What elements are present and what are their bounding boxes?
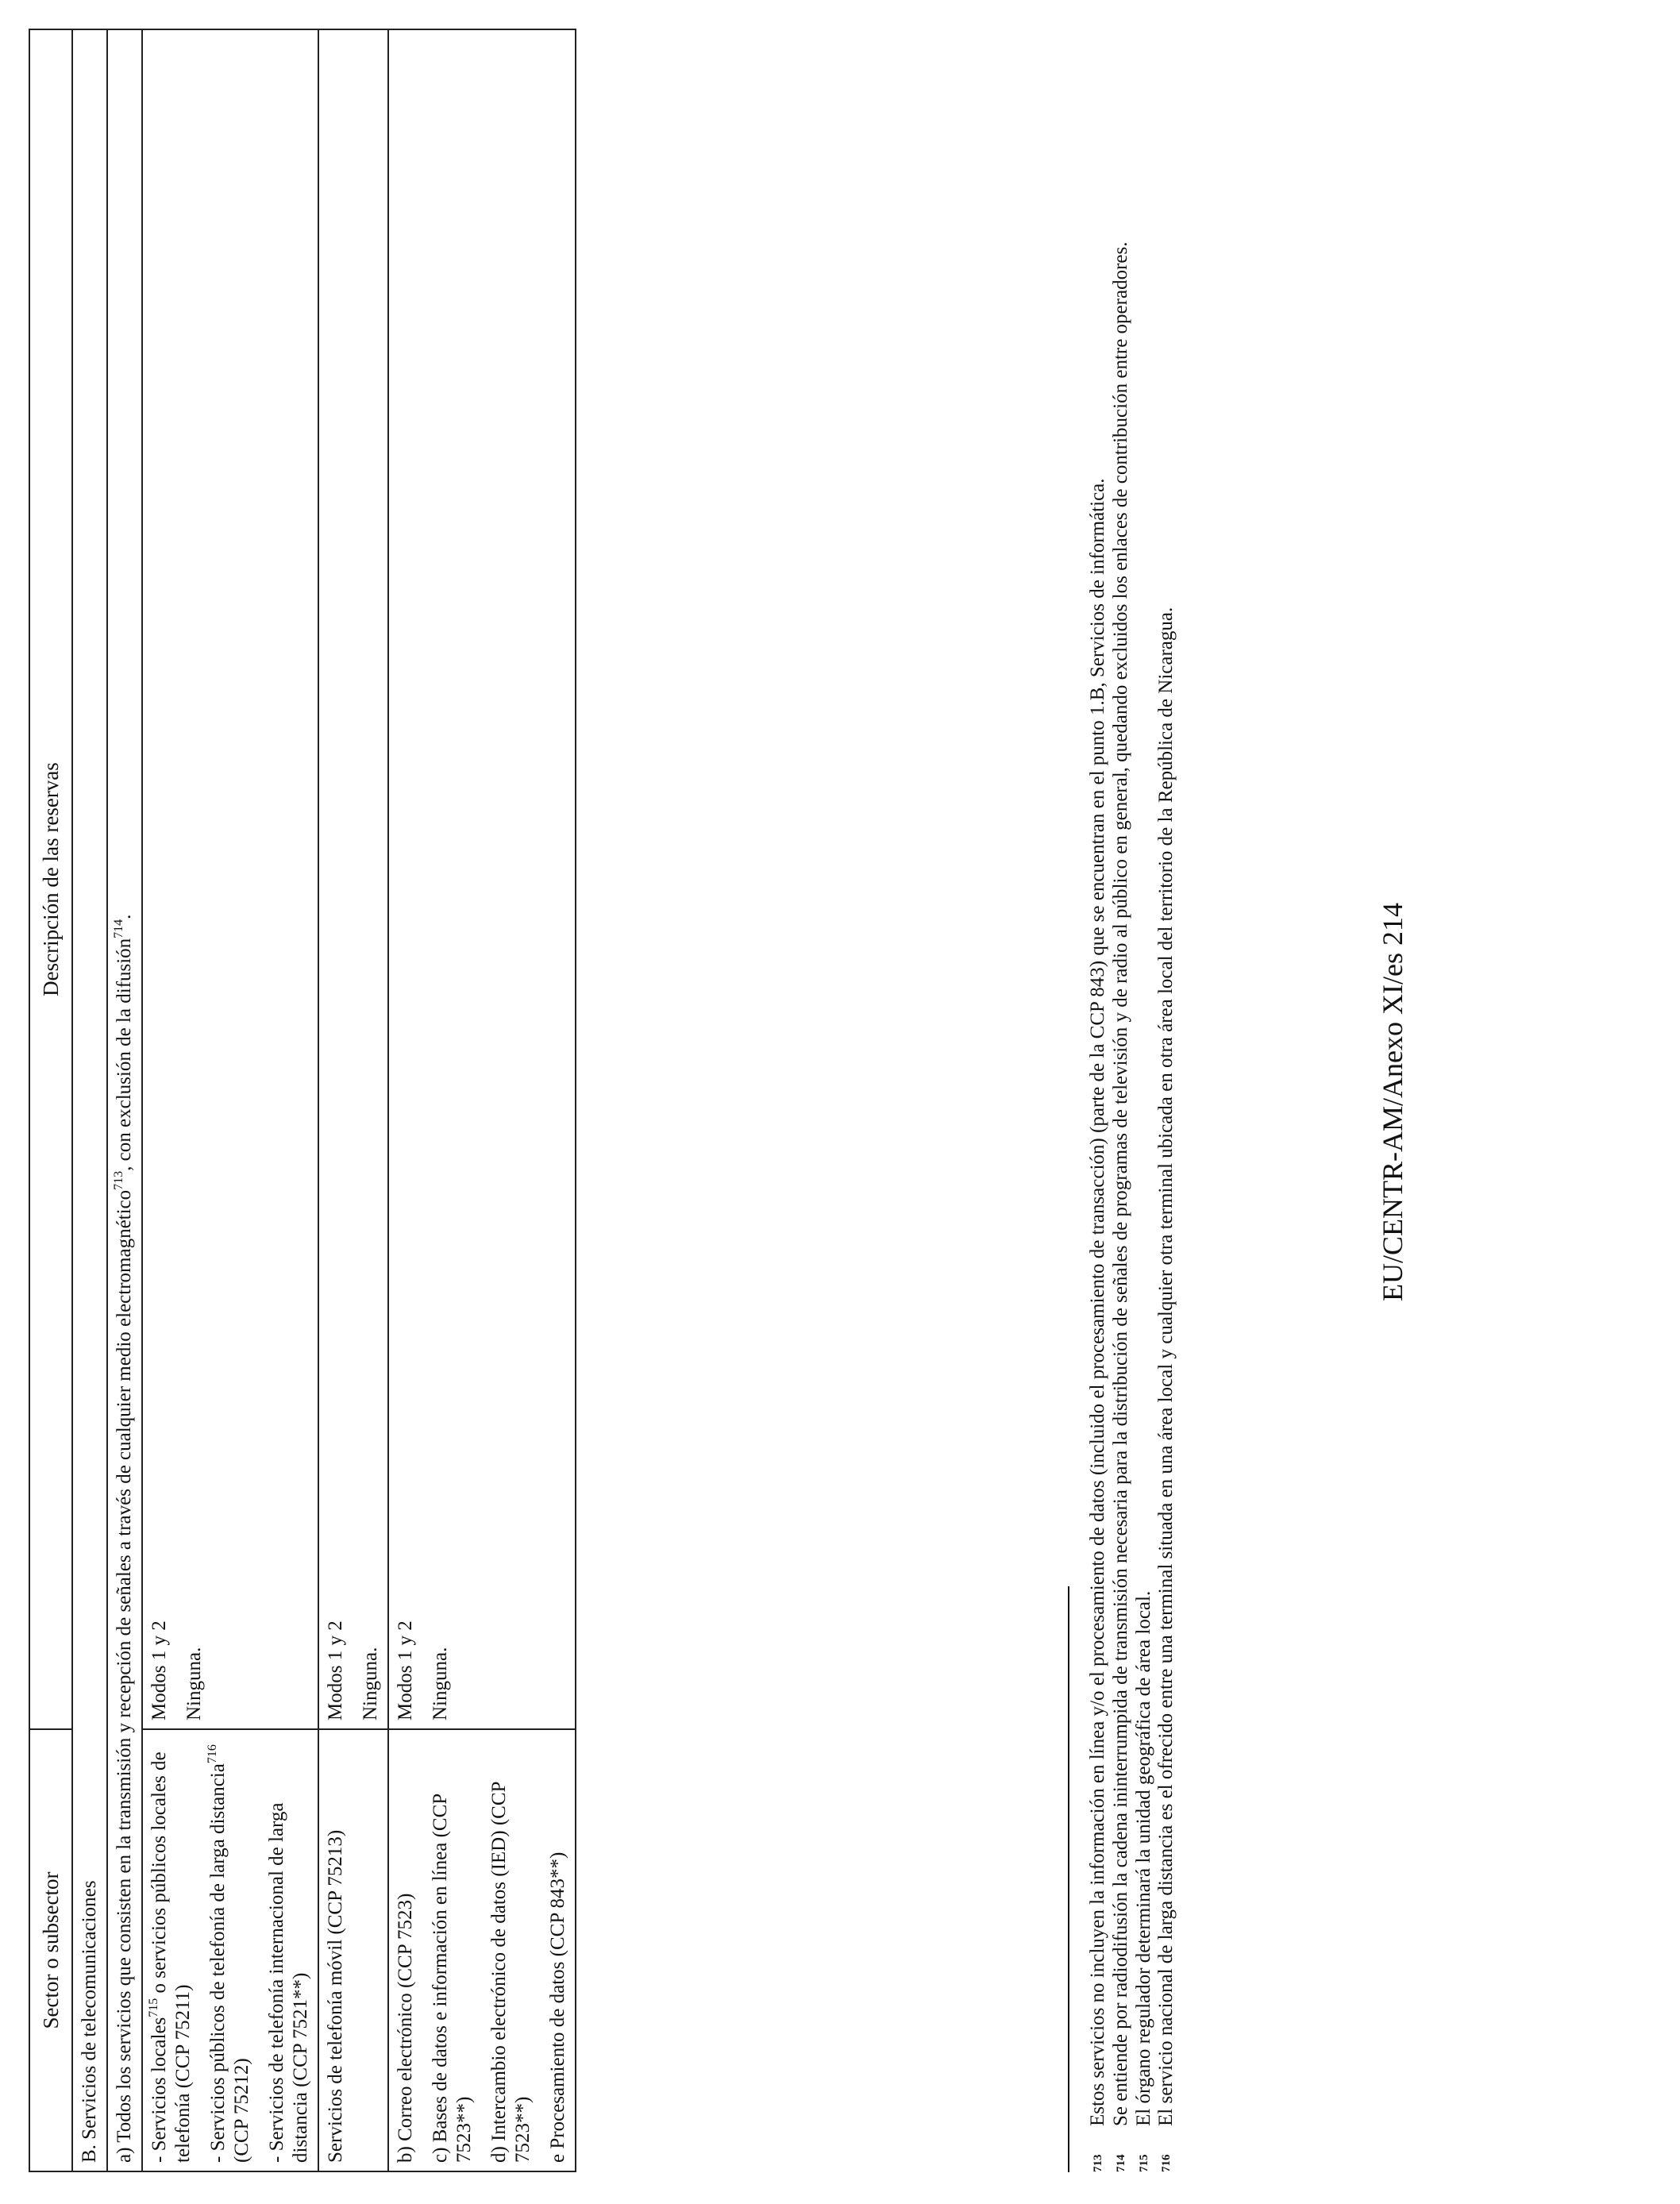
sector-item: c) Bases de datos e información en línea (CCP 7523**) <box>430 1794 476 2163</box>
reservation-text: Ninguna. <box>430 1647 452 1720</box>
footnote-text: El órgano regulador determinará la unidad geográfica de área local. <box>1132 1590 1154 2126</box>
header-description: Descripción de las reservas <box>29 29 72 1729</box>
footnote-text: El servicio nacional de larga distancia es el ofrecido entre una terminal situada en una área local y cualquier otra terminal ubicada en otra área local del territorio de la República de Nicaragua. <box>1155 607 1177 2126</box>
footnote <box>1110 44 1133 2172</box>
table-row <box>388 29 576 2171</box>
sector-cell <box>388 1729 576 2171</box>
sector-item: - Servicios públicos de telefonía de larga distancia$^{716}$ (CCP 75212) <box>206 1744 253 2163</box>
footnote-number: 716 <box>1160 2154 1173 2172</box>
table-header-row <box>29 29 72 2171</box>
footnote-ref-715: 715 <box>147 1998 161 2017</box>
reservation-text: Ninguna. <box>183 1647 206 1720</box>
footnote-ref-713: 713 <box>112 1170 126 1190</box>
footnote-number: 715 <box>1137 2154 1150 2172</box>
modes-label: Modos 1 y 2 <box>395 1620 417 1720</box>
footnote-text: Se entiende por radiodifusión la cadena ininterrumpida de transmisión necesaria para la distribución de señales de programas de televisión y de radio al público en general, quedando excluidos los enlaces de contribución entre operadores. <box>1109 241 1131 2126</box>
sector-item: Servicios de telefonía móvil (CCP 75213) <box>325 1829 347 2163</box>
page-footer: EU/CENTR-AM/Anexo XI/es 214 <box>1377 903 1408 1301</box>
reservations-table <box>29 29 576 2172</box>
footnote-ref-714: 714 <box>112 919 126 938</box>
footnote-text: Estos servicios no incluyen la información en línea y/o el procesamiento de datos (incluido el procesamiento de transacción) (parte de la CCP 843) que se encuentran en el punto 1.B, Servicios de informática. <box>1087 478 1108 2126</box>
reservation-text: Ninguna. <box>360 1647 382 1720</box>
intro-row <box>107 29 142 2171</box>
footnote-ref-716: 716 <box>206 1744 220 1764</box>
sector-item: - Servicios de telefonía internacional de larga distancia (CCP 7521**) <box>266 1802 312 2163</box>
footnote <box>1133 44 1156 2172</box>
sector-item: b) Correo electrónico (CCP 7523) <box>395 1893 417 2163</box>
section-title-row <box>72 29 107 2171</box>
header-sector: Sector o subsector <box>29 1729 72 2171</box>
sector-item: e Procesamiento de datos (CCP 843**) <box>547 1851 569 2163</box>
modes-label: Modos 1 y 2 <box>148 1620 171 1720</box>
sector-cell <box>142 1729 318 2171</box>
footnote-number: 714 <box>1114 2154 1127 2172</box>
sector-cell <box>318 1729 388 2171</box>
sector-item: d) Intercambio electrónico de datos (IED) (CCP 7523**) <box>488 1782 534 2163</box>
footnote-number: 713 <box>1092 2154 1104 2172</box>
description-cell <box>318 29 388 1729</box>
modes-label: Modos 1 y 2 <box>325 1620 347 1720</box>
description-cell <box>142 29 318 1729</box>
description-cell <box>388 29 576 1729</box>
table-row <box>318 29 388 2171</box>
section-title: B. Servicios de telecomunicaciones <box>72 29 107 2171</box>
footnote-separator <box>1068 1586 1069 2172</box>
sector-item: - Servicios locales$^{715}$ o servicios públicos locales de telefonía (CCP 75211) <box>147 1751 195 2163</box>
table-row <box>142 29 318 2171</box>
footnote <box>1087 44 1110 2172</box>
footnotes <box>1068 44 1178 2172</box>
footnote <box>1155 44 1178 2172</box>
intro-text: a) Todos los servicios que consisten en la transmisión y recepción de señales a través de cualquier medio electromagnético$^{713}$, con exclusión de la difusión$^{714}$. <box>107 29 142 2171</box>
